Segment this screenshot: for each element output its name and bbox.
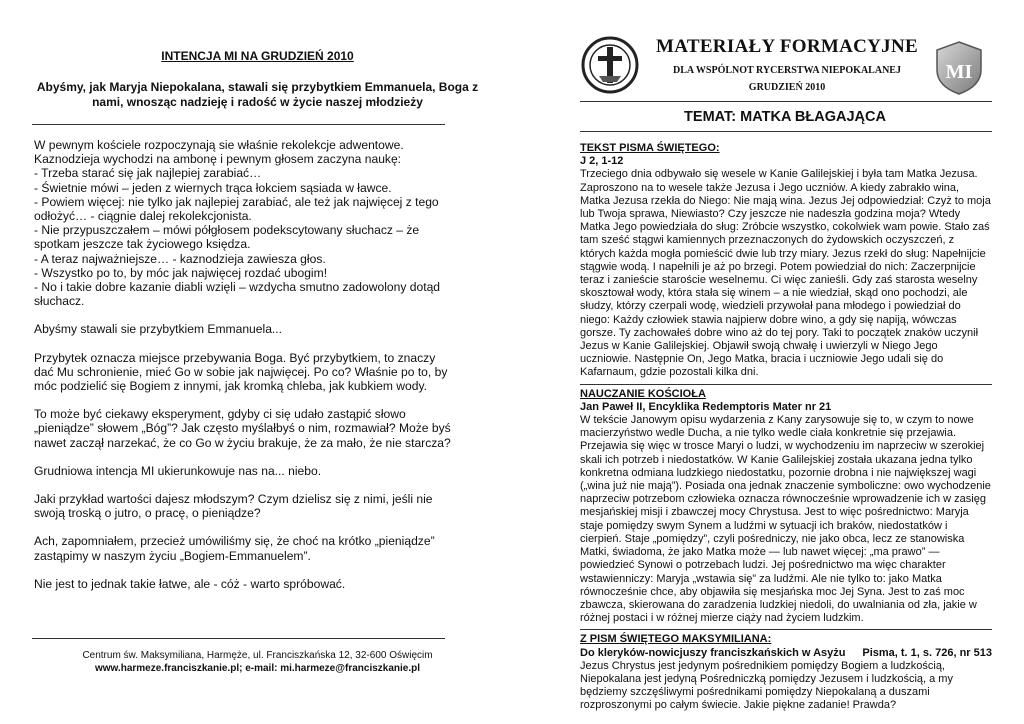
logo-text: MI xyxy=(945,61,973,83)
paragraph: To może być ciekawy eksperyment, gdyby ci się udało zastąpić słowo „pieniądze” słowem „Bóg”? Jak często myślałbyś o nim, rozmawiał? Może byś nawet zaczął narzekać, że co Go w życiu brakuje, że za mało, że nie starcza? xyxy=(34,407,451,450)
divider-bottom xyxy=(32,638,445,639)
article-body xyxy=(34,138,454,605)
section-heading: NAUCZANIE KOŚCIOŁA xyxy=(580,387,706,400)
section-maximilian xyxy=(580,633,992,716)
militia-emblem-icon xyxy=(581,36,639,94)
section-church-teaching xyxy=(580,388,992,631)
section-text: W tekście Janowym opisu wydarzenia z Kany zarysowuje się to, w czym to nowe macierzyństwo wedle Ducha, a nie tylko wedle ciała konkretnie się przejawia. Przejawia się więc w trosce Maryi o ludzi, w wychodzeniu im naprzeciw w szerokiej skali ich potrzeb i niedostatków. W Kanie Galilejskiej została ukazana jedna tylko konkretna odmiana ludzkiego niedostatku, pozornie drobna i nie największej wagi („wina już nie mają”). Posiada ona jednak znaczenie symboliczne: owo wychodzenie naprzeciw potrzebom człowieka oznacza równocześnie wprowadzenie ich w zasięg mesjańskiej misji i zbawczej mocy Chrystusa. Jest to więc pośrednictwo: Maryja staje pomiędzy swym Synem a ludźmi w sytuacji ich braków, niedostatków i cierpień. Staje „pomiędzy”, czyli pośredniczy, nie jako obca, lecz ze stanowiska Matki, świadoma, że jako Matka może — lub nawet więcej: „ma prawo” — powiedzieć Synowi o potrzebach ludzi. Jej pośrednictwo ma więc charakter wstawienniczy: Maryja „wstawia się” za ludźmi. Ale nie tylko to: jako Matka równocześnie chce, aby objawiła się mesjańska moc Jej Syna. Jest to zaś moc zbawcza, skierowana do zaradzenia ludzkiej niedoli, do uwalniania od zła, jakie w różnej postaci i w różnej mierze ciąży nad życiem ludzkim. xyxy=(580,414,991,625)
divider-top xyxy=(32,124,445,125)
theme-title: TEMAT: MATKA BŁAGAJĄCA xyxy=(684,109,886,125)
right-page xyxy=(512,0,1024,724)
section-reference: Jan Paweł II, Encyklika Redemptoris Mater nr 21 xyxy=(580,400,832,413)
section-scripture xyxy=(580,142,992,385)
paragraph-anecdote: W pewnym kościele rozpoczynają sie właśnie rekolekcje adwentowe. Kaznodzieja wychodzi na ambonę i pewnym głosem zaczyna naukę: - Trzeba starać się jak najlepiej zarabiać… - Świetnie mówi – jeden z wiernych trąca łokciem sąsiada w ławce. - Powiem więcej: nie tylko jak najlepiej zarabiać, ale też jak najwięcej z tego odłożyć… - ciągnie dalej rekolekcjonista. - Nie przypuszczałem – mówi półgłosem podekscytowany słuchacz – że spotkam jeszcze tak życiowego księdza. - A teraz najważniejsze… - kaznodzieja zawiesza głos. - Wszystko po to, by móc jak najwięcej rozdać ubogim! - No i takie dobre kazanie diabli wzięli – wzdycha smutno zadowolony dotąd słuchacz. xyxy=(34,138,441,309)
section-text: Trzeciego dnia odbywało się wesele w Kanie Galilejskiej i była tam Matka Jezusa. Zaproszono na to wesele także Jezusa i Jego uczniów. A kiedy zabrakło wina, Matka Jezusa rzekła do Niego: Nie mają wina. Jezus Jej odpowiedział: Czyż to moja lub Twoja sprawa, Niewiasto? Czy jeszcze nie nadeszła godzina moja? Wtedy Matka Jego powiedziała do sług: Zróbcie wszystko, cokolwiek wam powie. Stało zaś tam sześć stągwi kamiennych przeznaczonych do żydowskich oczyszczeń, z których każda mogła pomieścić dwie lub trzy miary. Jezus rzekł do sług: Napełnijcie stągwie wodą. I napełnili je aż po brzegi. Potem powiedział do nich: Zaczerpnijcie teraz i zanieście staroście weselnemu. Ci więc zanieśli. Gdy zaś starosta weselny skosztował wody, która stała się winem – a nie wiedział, skąd ono pochodzi, ale słudzy, którzy czerpali wodę, wiedzieli przywołał pana młodego i powiedział do niego: Każdy człowiek stawia najpierw dobre wino, a gdy się napiją, wówczas gorsze. Ty zachowałeś dobre wino aż do tej pory. Taki to początek znaków uczynił Jezus w Kanie Galilejskiej. Objawił swoją chwałę i uwierzyli w Niego Jego uczniowie. Następnie On, Jego Matka, bracia i uczniowie Jego udali się do Kafarnaum, gdzie pozostali kilka dni. xyxy=(580,168,991,379)
section-heading: TEKST PISMA ŚWIĘTEGO: xyxy=(580,142,720,154)
divider-header xyxy=(580,101,992,102)
intention-text: Abyśmy, jak Maryja Niepokalana, stawali się przybytkiem Emmanuela, Boga z nami, wnosząc nadzieję i radość w życie naszej młodzieży xyxy=(36,80,479,109)
paragraph: Nie jest to jednak takie łatwe, ale - cóż - warto spróbować. xyxy=(34,576,346,591)
source-title: Do kleryków-nowicjuszy franciszkańskich w Asyżu xyxy=(580,646,846,659)
magazine-subtitle: DLA WSPÓLNOT RYCERSTWA NIEPOKALANEJ xyxy=(673,65,901,76)
divider-theme xyxy=(580,131,992,132)
paragraph: Grudniowa intencja MI ukierunkowuje nas na... niebo. xyxy=(34,463,322,478)
paragraph: Przybytek oznacza miejsce przebywania Boga. Być przybytkiem, to znaczy dać Mu schronienie, mieć Go w sobie jak najwięcej. Po co? Właśnie po to, by móc podzielić się Bogiem z innymi, jak kromką chleba, jak kubkiem wody. xyxy=(34,350,448,394)
paragraph: Jaki przykład wartości dajesz młodszym? Czym dzielisz się z nimi, jeśli nie swoją troską o jutro, o pracę, o pieniądze? xyxy=(34,492,433,521)
magazine-date: GRUDZIEŃ 2010 xyxy=(748,82,826,93)
footer xyxy=(30,649,485,675)
magazine-title: MATERIAŁY FORMACYJNE xyxy=(656,36,918,57)
paragraph: Ach, zapomniałem, przecież umówiliśmy się, że choć na krótko „pieniądze” zastąpimy w naszym życiu „Bogiem-Emmanuelem”. xyxy=(34,534,435,563)
section-heading: Z PISM ŚWIĘTEGO MAKSYMILIANA: xyxy=(580,633,772,646)
footer-contact: www.harmeze.franciszkanie.pl; e-mail: mi.harmeze@franciszkanie.pl xyxy=(94,663,421,674)
paragraph: Abyśmy stawali sie przybytkiem Emmanuela... xyxy=(34,322,282,337)
section-reference xyxy=(580,647,992,660)
footer-address: Centrum św. Maksymiliana, Harmęże, ul. Franciszkańska 12, 32-600 Oświęcim xyxy=(82,650,433,661)
section-reference: J 2, 1-12 xyxy=(580,155,624,168)
intention-title: INTENCJA MI NA GRUDZIEŃ 2010 xyxy=(161,49,354,63)
mi-shield-logo xyxy=(934,40,984,96)
sections xyxy=(580,142,992,720)
section-text: Jezus Chrystus jest jedynym pośrednikiem pomiędzy Bogiem a ludzkością, Niepokalana jest jedyną Pośredniczką pomiędzy Jezusem i ludzkością, a my będziemy szczęśliwymi pośrednikami pomiędzy Niepokalaną a duszami rozproszonymi po całym świecie. Jakie piękne zadanie! Prawda? xyxy=(580,659,953,712)
source-citation: Pisma, t. 1, s. 726, nr 513 xyxy=(862,646,992,659)
